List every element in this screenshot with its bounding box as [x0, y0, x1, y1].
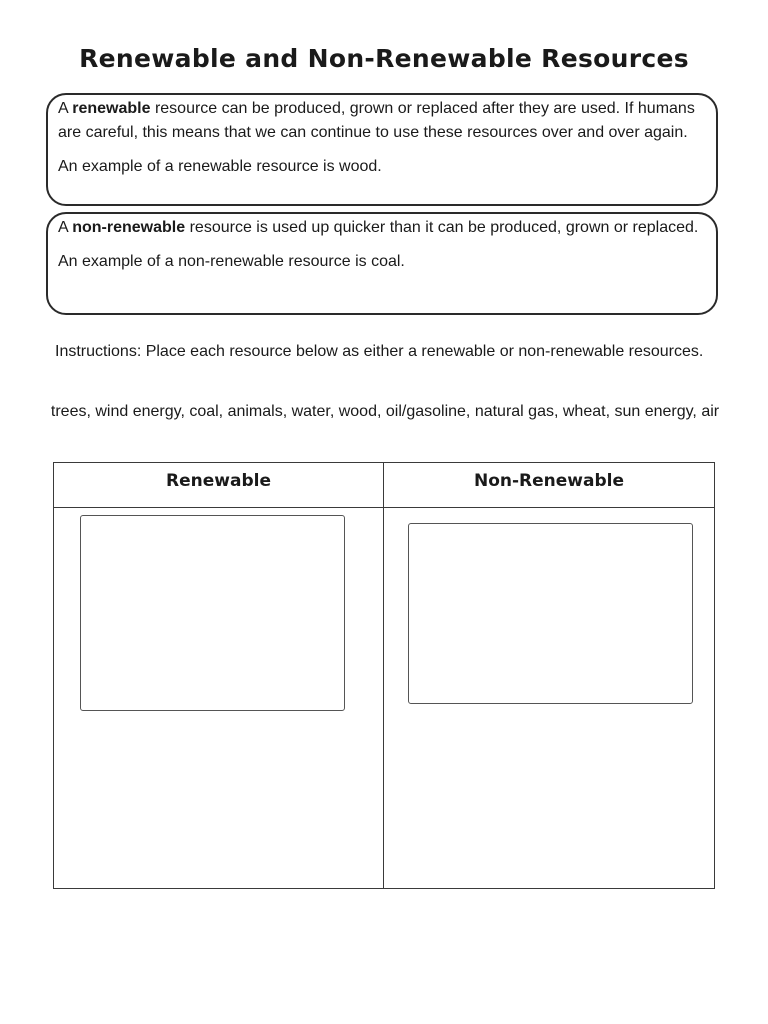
page-title: Renewable and Non-Renewable Resources [79, 44, 689, 73]
renewable-column-header: Renewable [166, 471, 271, 491]
nonrenewable-definition-lead: A [58, 219, 73, 236]
renewable-term: renewable [72, 100, 151, 117]
nonrenewable-example: An example of a non-renewable resource is coal. [58, 253, 405, 270]
sorting-table [53, 462, 715, 889]
instructions-text: Instructions: Place each resource below as either a renewable or non-renewable resources. [55, 343, 704, 360]
renewable-definition-text: resource can be produced, grown or replaced after they are used. If humans are careful, this means that we can continue to use these resources over and over again. [58, 100, 695, 141]
renewable-definition-box [46, 93, 718, 206]
renewable-example: An example of a renewable resource is wood. [58, 158, 382, 175]
nonrenewable-definition [58, 216, 706, 240]
renewable-definition-lead: A [58, 100, 73, 117]
nonrenewable-definition-text: resource is used up quicker than it can be produced, grown or replaced. [185, 219, 699, 236]
renewable-definition [58, 97, 706, 145]
nonrenewable-answer-box[interactable] [408, 523, 693, 704]
nonrenewable-definition-box [46, 212, 718, 315]
nonrenewable-column-header: Non-Renewable [473, 471, 625, 491]
column-divider [383, 463, 384, 888]
renewable-answer-box[interactable] [80, 515, 345, 711]
header-divider [54, 507, 714, 508]
nonrenewable-term: non-renewable [72, 219, 186, 236]
resource-list: trees, wind energy, coal, animals, water, wood, oil/gasoline, natural gas, wheat, sun energy, air [50, 403, 720, 420]
